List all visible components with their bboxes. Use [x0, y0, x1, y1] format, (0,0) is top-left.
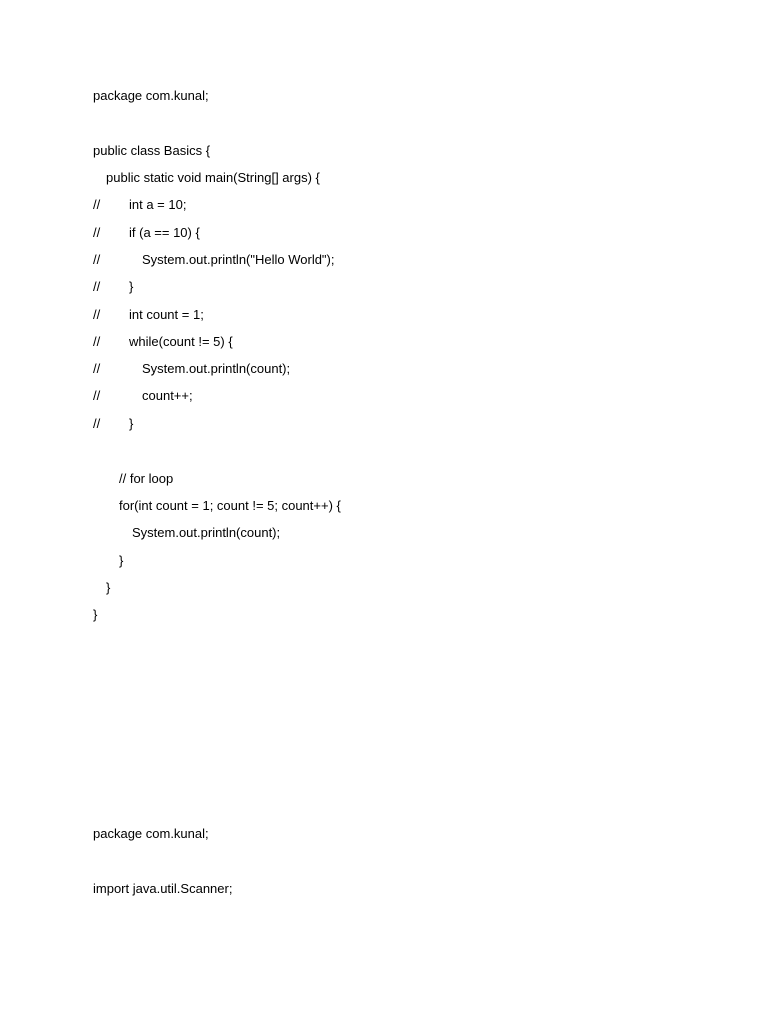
import-statement: import java.util.Scanner;	[93, 881, 233, 896]
comment-marker: //	[93, 388, 101, 403]
commented-code: }	[129, 416, 134, 431]
commented-line	[93, 252, 335, 268]
comment-marker: //	[93, 197, 101, 212]
commented-code: System.out.println(count);	[142, 361, 291, 376]
for-loop-body: System.out.println(count);	[132, 525, 281, 540]
commented-line	[93, 197, 186, 213]
main-method-declaration: public static void main(String[] args) {	[106, 170, 320, 185]
commented-code: if (a == 10) {	[129, 225, 200, 240]
commented-line	[93, 361, 290, 377]
comment-marker: //	[93, 279, 101, 294]
comment-marker: //	[93, 307, 101, 322]
commented-line	[93, 225, 200, 241]
commented-line	[93, 388, 193, 404]
class-declaration: public class Basics {	[93, 143, 211, 158]
package-declaration: package com.kunal;	[93, 88, 209, 103]
for-loop-comment: // for loop	[119, 471, 174, 486]
package-declaration-2: package com.kunal;	[93, 826, 209, 841]
class-close: }	[93, 607, 98, 622]
for-loop-close: }	[119, 553, 124, 568]
comment-marker: //	[93, 416, 101, 431]
comment-marker: //	[93, 225, 101, 240]
commented-line	[93, 307, 204, 323]
commented-code: int a = 10;	[129, 197, 187, 212]
main-method-close: }	[106, 580, 111, 595]
commented-code: System.out.println("Hello World");	[142, 252, 335, 267]
commented-line	[93, 279, 133, 295]
for-loop-header: for(int count = 1; count != 5; count++) {	[119, 498, 341, 513]
commented-code: while(count != 5) {	[129, 334, 233, 349]
commented-line	[93, 416, 133, 432]
commented-code: int count = 1;	[129, 307, 204, 322]
commented-code: }	[129, 279, 134, 294]
commented-line	[93, 334, 233, 350]
comment-marker: //	[93, 252, 101, 267]
comment-marker: //	[93, 361, 101, 376]
comment-marker: //	[93, 334, 101, 349]
commented-code: count++;	[142, 388, 193, 403]
